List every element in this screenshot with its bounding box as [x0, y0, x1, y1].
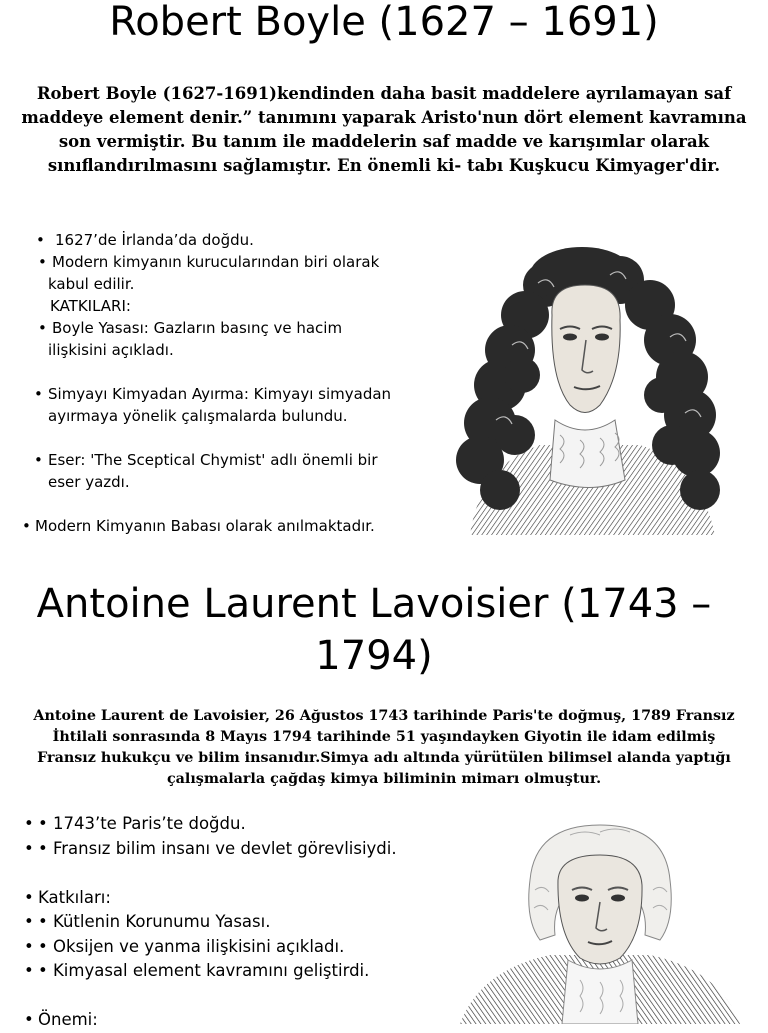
lavoisier-element: • Kimyasal element kavramını geliştirdi. — [38, 961, 370, 980]
lavoisier-intro: Antoine Laurent de Lavoisier, 26 Ağustos 1743 tarihinde Paris'te doğmuş, 1789 Fransız İhtilali sonrasında 8 Mayıs 1794 tarihinde 51 yaşındayken Giyotin ile idam edilmiş Fransız hukukçu ve bilim insanıdır.Simya adı altında yürütülen bilimsel alanda yaptığı çalışmalarla çağdaş kimya biliminin mimarı olmuştur. — [33, 708, 735, 787]
boyle-father: Modern Kimyanın Babası olarak anılmaktadır. — [35, 517, 375, 535]
boyle-contributions-heading: KATKILARI: — [50, 297, 131, 315]
bullet-dot: • — [24, 937, 34, 956]
lavoisier-title-line1: Antoine Laurent Lavoisier (1743 – — [36, 581, 712, 627]
bullet-dot: • — [24, 961, 34, 980]
boyle-law-line2: ilişkisini açıkladı. — [48, 341, 174, 359]
bullet-dot: • — [24, 912, 34, 931]
bullet-dot: • — [24, 839, 34, 858]
lavoisier-born: • 1743’te Paris’te doğdu. — [38, 814, 246, 833]
boyle-work-line1: Eser: 'The Sceptical Chymist' adlı önemli bir — [48, 451, 378, 469]
bullet-dot: • — [38, 319, 47, 337]
lavoisier-importance-heading: Önemi: — [38, 1010, 98, 1029]
bullet-dot: • — [38, 253, 47, 271]
boyle-title: Robert Boyle (1627 – 1691) — [109, 0, 659, 45]
lavoisier-role: • Fransız bilim insanı ve devlet görevlisiydi. — [38, 839, 397, 858]
bullet-dot: • — [36, 231, 45, 249]
bullet-dot: • — [24, 814, 34, 833]
lavoisier-oxygen: • Oksijen ve yanma ilişkisini açıkladı. — [38, 937, 345, 956]
lavoisier-title — [24, 578, 724, 682]
lavoisier-title-line2: 1794) — [315, 633, 433, 679]
boyle-work-line2: eser yazdı. — [48, 473, 130, 491]
bullet-dot: • — [24, 1010, 34, 1029]
bullet-dot: • — [22, 517, 31, 535]
boyle-founder-line2: kabul edilir. — [48, 275, 135, 293]
boyle-intro: Robert Boyle (1627-1691)kendinden daha basit maddelere ayrılamayan saf maddeye element denir.” tanımını yaparak Aristo'nun dört element kavramına son vermiştir. Bu tanım ile maddelerin saf madde ve karışımlar olarak sınıflandırılmasını sağlamıştır. En önemli ki- tabı Kuşkucu Kimyager'dir. — [21, 84, 747, 175]
boyle-founder-line1: Modern kimyanın kurucularından biri olarak — [52, 253, 380, 271]
lavoisier-mass-law: • Kütlenin Korunumu Yasası. — [38, 912, 271, 931]
boyle-alchemy-line1: Simyayı Kimyadan Ayırma: Kimyayı simyadan — [48, 385, 392, 403]
boyle-born: 1627’de İrlanda’da doğdu. — [55, 231, 254, 249]
lavoisier-contributions-heading: Katkıları: — [38, 888, 111, 907]
lavoisier-portrait-image — [450, 820, 750, 1024]
bullet-dot: • — [24, 888, 34, 907]
boyle-portrait-image — [450, 245, 730, 535]
boyle-alchemy-line2: ayırmaya yönelik çalışmalarda bulundu. — [48, 407, 348, 425]
bullet-dot: • — [34, 385, 43, 403]
bullet-dot: • — [34, 451, 43, 469]
boyle-law-line1: Boyle Yasası: Gazların basınç ve hacim — [52, 319, 343, 337]
